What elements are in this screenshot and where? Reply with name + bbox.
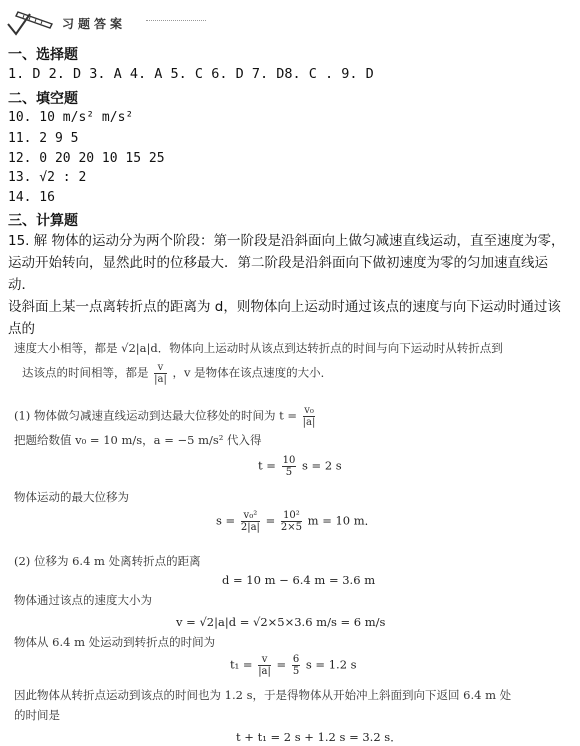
solution-assumption: 设斜面上某一点离转折点的距离为 d，则物体向上运动时通过该点的速度与向下运动时通过该点的 bbox=[8, 299, 561, 337]
time-equation: t = $\frac{10}{5}$ s = 2 s bbox=[258, 455, 342, 478]
t1-equation: t₁ = $\frac{v}{|a|}$ = $\frac{6}{5}$ s = 1.2 s bbox=[230, 654, 357, 677]
part-1-question: (1) 物体做匀减速直线运动到达最大位移处的时间为 t = $\frac{\text{v₀}}{|a|}$ bbox=[14, 405, 316, 428]
part-2-question: (2) 位移为 6.4 m 处离转折点的距离 bbox=[14, 554, 201, 568]
fill-answer-11: 11. 2 9 5 bbox=[8, 131, 79, 146]
max-displacement-text: 物体运动的最大位移为 bbox=[14, 490, 129, 504]
final-text-1: 因此物体从转折点运动到该点的时间也为 1.2 s，于是得物体从开始冲上斜面到向下返回 6.4 m 处 bbox=[14, 688, 512, 702]
velocity-text: 物体通过该点的速度大小为 bbox=[14, 593, 152, 607]
section-choice-title: 一、选择题 bbox=[8, 47, 78, 63]
scan-line-2: 达该点的时间相等，都是 $\frac{v}{|a|}$ ，v 是物体在该点速度的大小． bbox=[22, 362, 333, 385]
distance-equation: d = 10 m − 6.4 m = 3.6 m bbox=[222, 573, 376, 587]
t1-text: 物体从 6.4 m 处运动到转折点的时间为 bbox=[14, 635, 216, 649]
header-title: 习题答案 bbox=[62, 17, 127, 31]
fill-answer-12: 12. 0 20 20 10 15 25 bbox=[8, 151, 165, 166]
header bbox=[6, 6, 306, 36]
scan-line-1: 速度大小相等，都是 √2|a|d．物体向上运动时从该点到达转折点的时间与向下运动时从转折点到 bbox=[14, 341, 503, 355]
choice-answers: 1. D 2. D 3. A 4. A 5. C 6. D 7. D8. C . 9. D bbox=[8, 66, 374, 82]
substitution-text: 把题给数值 v₀ = 10 m/s，a = −5 m/s² 代入得 bbox=[14, 433, 262, 447]
final-equation: t + t₁ = 2 s + 1.2 s = 3.2 s． bbox=[236, 730, 402, 744]
pencil-scale-icon bbox=[6, 6, 58, 36]
solution-intro: 15. 解 物体的运动分为两个阶段：第一阶段是沿斜面向上做匀减速直线运动，直至速度为零，运动开始转向，显然此时的位移最大．第二阶段是沿斜面向下做初速度为零的匀加速直线运动． bbox=[8, 233, 565, 293]
displacement-equation: s = $\frac{\text{v₀²}}{2|a|}$ = $\frac{\text{10²}}{2\times 5}$ m = 10 m． bbox=[216, 510, 377, 533]
header-dots bbox=[146, 20, 206, 21]
fill-answer-13: 13. √2 : 2 bbox=[8, 170, 87, 185]
section-calc-title: 三、计算题 bbox=[8, 213, 78, 229]
fill-answer-14: 14. 16 bbox=[8, 190, 55, 205]
velocity-equation: v = √2|a|d = √2×5×3.6 m/s = 6 m/s bbox=[176, 615, 386, 629]
section-fill-title: 二、填空题 bbox=[8, 91, 78, 107]
fill-answer-10: 10. 10 m/s² m/s² bbox=[8, 110, 134, 125]
final-text-2: 的时间是 bbox=[14, 708, 60, 722]
